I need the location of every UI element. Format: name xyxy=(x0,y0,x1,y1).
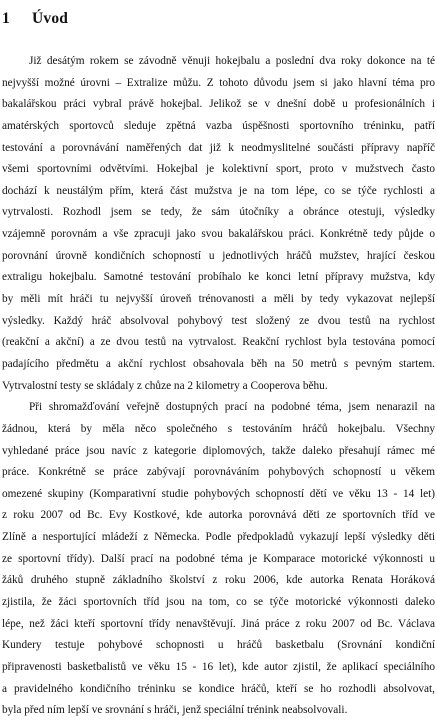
text-line: výsledky. Každý hráč absolvoval pohybový test složený ze dvou testů na rychlost xyxy=(2,314,435,327)
text-line: padajícího předmětu a akční rychlost obsahovala běh na 50 metrů s pevným startem. xyxy=(2,357,435,370)
body-text xyxy=(2,51,435,722)
text-line: vyhledané práce jsou navíc z kategorie diplomových, takže daleko přesahují rámec mé xyxy=(2,444,435,457)
text-line: (reakční a akční) a ze dvou testů na vytrvalost. Reakční rychlost byla testována pomocí xyxy=(2,336,435,349)
text-line: z roku 2007 od Bc. Evy Kostkové, kde autorka porovnává děti ze sportovních tříd ve xyxy=(2,509,435,522)
text-line: Vytrvalostní testy se skládaly z chůze na 2 kilometry a Cooperova běhu. xyxy=(2,379,328,392)
text-line: Při shromažďování veřejně dostupných prací na podobné téma, jsem nenarazil na xyxy=(29,401,435,414)
text-line: extraligu hokejbalu. Samotné testování probíhalo ke konci letní přípravy mužstva, kdy xyxy=(2,271,435,284)
text-line: nejvyšší možné úrovni – Extralize můžu. Z tohoto důvodu jsem si jako hlavní téma pro xyxy=(2,76,435,89)
text-line: bakalářskou práci vybral právě hokejbal. Jelikož se v dnešní době u profesionálních i xyxy=(2,98,435,111)
paragraph xyxy=(2,51,435,397)
text-line: a pravidelného kondičního tréninku se kondice hráčů, kteří se ho rozhodli absolvovat, xyxy=(2,682,435,695)
text-line: testování a porovnávání naměřených dat již k neodmyslitelné součásti přípravy napříč xyxy=(2,141,435,154)
text-line: žáků druhého stupně základního školství z roku 2006, kde autorka Renata Horáková xyxy=(2,574,435,587)
text-line: porovnání úrovně kondičních schopností u jednotlivých hráčů mužstev, hrající českou xyxy=(2,249,435,262)
text-line: Zlíně a nesportující mládeží z Německa. Podle předpokladů vykazují lepší výsledky děti xyxy=(2,531,435,544)
text-line: žádnou, která by měla něco společného s testováním hráčů hokejbalu. Všechny xyxy=(2,422,435,435)
text-line: vytrvalosti. Rozhodl jsem se tedy, že sám útočníky a obránce otestuji, výsledky xyxy=(2,206,435,219)
text-line: ze sportovní třídy). Další prací na podobné téma je Komparace motorické výkonnosti u xyxy=(2,552,435,565)
chapter-heading xyxy=(2,10,68,28)
text-line: vzájemně porovnám a vše zpracuji jako svou bakalářskou práci. Konkrétně tedy půjde o xyxy=(2,228,435,241)
paragraph xyxy=(2,397,435,722)
text-line: by měli mít hráči tu nejvyšší úroveň trénovanosti a měli by tedy vykazovat nejlepší xyxy=(2,293,435,306)
text-line: všemi sportovními odvětvími. Hokejbal je kolektivní sport, proto v mužstvech často xyxy=(2,163,435,176)
chapter-title: Úvod xyxy=(32,10,69,27)
chapter-number: 1 xyxy=(2,10,10,27)
text-line: připravenosti basketbalistů ve věku 15 - 16 let), kde autor zjistil, že aplikací speciálního xyxy=(2,660,435,673)
text-line: dochází k neustálým přím, která část mužstva je na tom lépe, co se týče rychlosti a xyxy=(2,184,435,197)
text-line: práce. Konkrétně se práce zabývají porovnáváním pohybových schopností u věkem xyxy=(2,466,435,479)
text-line: amatérských sportovců sleduje zpětná vazba úspěšnosti sportovního tréninku, patří xyxy=(2,119,435,132)
text-line: Kundery testuje pohybové schopnosti u hráčů basketbalu (Srovnání kondiční xyxy=(2,639,435,652)
paragraphs xyxy=(2,51,435,722)
text-line: lépe, než žáci kteří sportovní třídy nenavštěvují. Jiná práce z roku 2007 od Bc. Václava xyxy=(2,617,435,630)
text-line: Již desátým rokem se závodně věnuji hokejbalu a poslední dva roky dokonce na té xyxy=(29,55,435,67)
text-line: zjistila, že žáci sportovních tříd jsou na tom, co se týče motorické výkonnosti daleko xyxy=(2,596,435,609)
text-line: omezené skupiny (Komparativní studie pohybových schopností dětí ve věku 13 - 14 let) xyxy=(2,487,435,500)
text-line: byla před ním lepší ve srovnání s hráči, jenž speciální trénink neabsolvovali. xyxy=(2,704,348,717)
